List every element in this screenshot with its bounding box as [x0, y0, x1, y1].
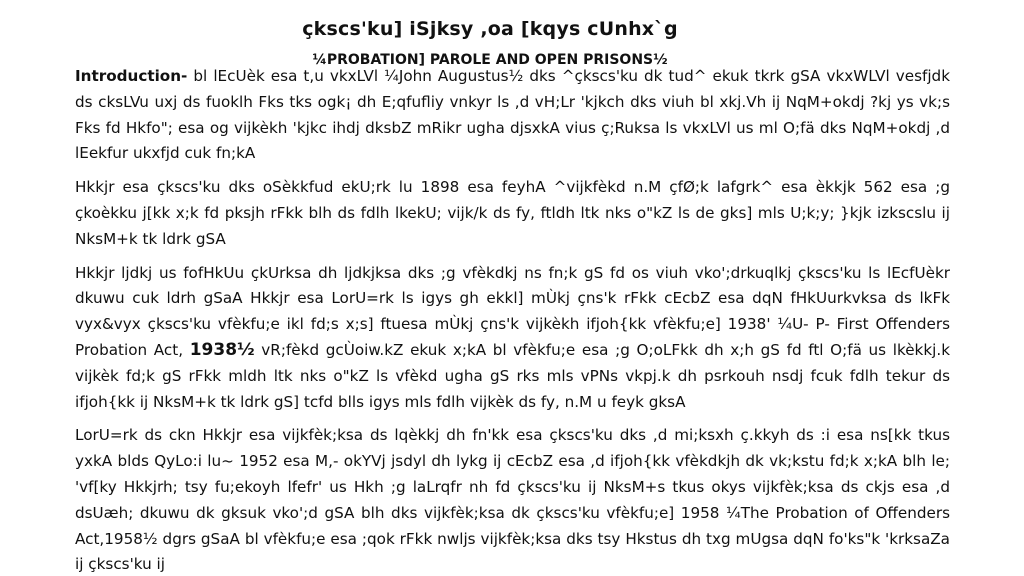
paragraph-1-text: bl lEcUèk esa t,u vkxLVl ¼John Augustus½ dks ^çkscs'ku dk tud^ ekuk tkrk gSA vkxWLVl vesfjdk ds cksLVu uxj ds fuoklh Fks tks ogk¡ dh E;qfufliy vnkyr ls ,d vH;Lr 'kjkch dks viuh bl xkj.Vh ij NqM+okdj ?kj ys vk;s Fks fd Hkfo"; esa og vijkèkh 'kjkc ihdj dksbZ mRikr ugha djsxkA vius ç;Ruksa ls vkxLVl us ml O;fä dks NqM+okdj ,d lEekfur ukxfjd cuk fn;kA: [75, 67, 950, 163]
page-title: çkscs'ku] iSjksy ,oa [kqys cUnhx`g: [302, 18, 678, 40]
paragraph-4: LorU=rk ds ckn Hkkjr esa vijkfèk;ksa ds lqèkkj dh fn'kk esa çkscs'ku dks ,d mi;ksxh ç.kkyh ds :i esa ns[kk tkus yxkA blds QyLo:i lu~ 1952 esa M,- okYVj jsdyl dh lykg ij cEcbZ esa ,d ifjoh{kk vfèkdkjh dk vk;kstu fd;k x;kA blh le; 'vf[ky Hkkjrh; tsy fu;ekoyh lfefr' us Hkh ;g laLrqfr nh fd çkscs'ku ij NksM+s tkus okys vijkfèk;ksa ds ckjs esa ,d dsUæh; dkuwu dk gksuk vko';d gSA blh dks vijkfèk;ksa dk çkscs'ku vfèkfu;e] 1958 ¼The Probation of Offenders Act,1958½ dgrs gSaA bl vfèkfu;e esa ;qok rFkk nwljs vijkfèk;ksa dks tsy Hkstus dh txg mUgsa dqN fo'ks"k 'krksaZa ij çkscs'ku ij: [75, 426, 950, 574]
paragraph-introduction: [75, 64, 950, 167]
paragraph-2: Hkkjr esa çkscs'ku dks oSèkkfud ekU;rk lu 1898 esa feyhA ^vijkfèkd n.M çfØ;k lafgrk^ esa èkkjk 562 esa ;g çkoèkku j[kk x;k fd pksjh rFkk blh ds fdlh lkekU; vijk/k ds fy, ftldh ltk nks o"kZ ls de gks] mls U;k;y; }kjk izkscslu ij NksM+k tk ldrk gSA: [75, 178, 950, 248]
paragraph-3-year: 1938½: [189, 339, 255, 360]
paragraph-3: [75, 261, 950, 416]
document-body: [75, 64, 950, 576]
paragraph-3-text-b: vR;fèkd gcÙoiw.kZ ekuk x;kA bl vfèkfu;e esa ;g O;oLFkk dh x;h gS fd ftl O;fä us lkèkkj.k vijkèk fd;k gS rFkk mldh ltk nks o"kZ ls vfèkd ugha gS rks mls vPNs vkpj.k dh psrkouh nsdj fcuk fdlh tekur ds ifjoh{kk ij NksM+k tk ldrk gS] tcfd blls igys mls fdlh vijkèk ds fy, n.M u feyk gksA: [75, 340, 950, 411]
paragraph-3-text-a: Hkkjr ljdkj us fofHkUu çkUrksa dh ljdkjksa dks ;g vfèkdkj ns fn;k gS fd os viuh vko';drkuqlkj çkscs'ku ls lEcfUèkr dkuwu cuk ldrh gSaA Hkkjr esa LorU=rk ls igys gh ekkl] mÙkj çns'k rFkk cEcbZ esa dqN fHkUurkvksa ds lkFk vyx&vyx çkscs'ku vfèkfu;e ikl fd;s x;s] ftuesa mÙkj çns'k vijkèkh ifjoh{kk vfèkfu;e] 1938' ¼U- P- First Offenders Probation Act,: [75, 263, 950, 359]
introduction-heading: Introduction-: [75, 67, 188, 85]
page-subtitle: ¼PROBATION] PAROLE AND OPEN PRISONS½: [312, 52, 668, 68]
